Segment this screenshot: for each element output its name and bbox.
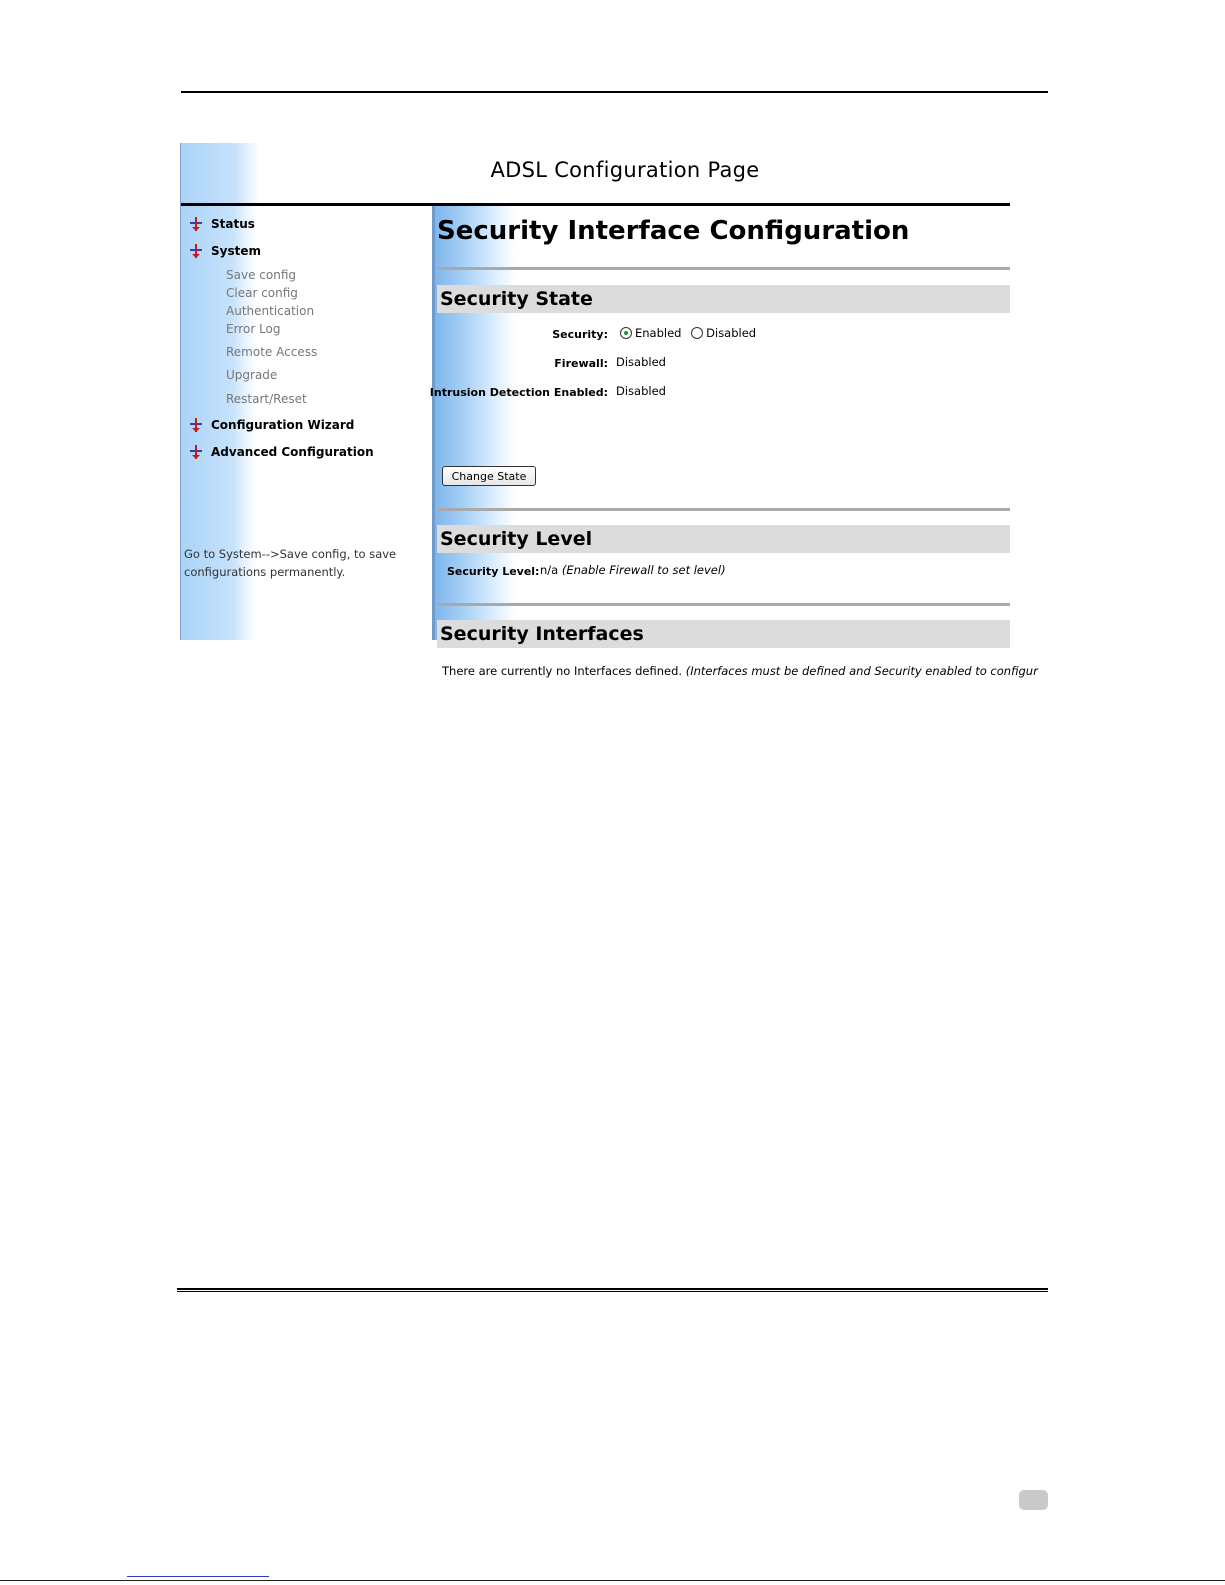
sidebar-subitem-save-config[interactable]: Save config	[226, 268, 296, 282]
main-content	[429, 206, 1038, 678]
footer-link-underline	[127, 1576, 269, 1577]
sidebar-item-configuration-wizard[interactable]	[190, 418, 354, 432]
section-heading-text: Security State	[440, 288, 593, 310]
banner-title: ADSL Configuration Page	[490, 158, 760, 182]
security-disabled-label: Disabled	[706, 326, 757, 340]
page-top-rule	[181, 91, 1048, 93]
section-divider	[437, 267, 1010, 270]
screenshot-border	[180, 143, 181, 640]
arrow-down-icon	[190, 418, 202, 432]
section-divider	[437, 603, 1010, 606]
page-bottom-rule	[177, 1288, 1048, 1290]
sidebar-subitem-clear-config[interactable]: Clear config	[226, 286, 298, 300]
sidebar-subitem-authentication[interactable]: Authentication	[226, 304, 315, 318]
security-level-heading	[437, 525, 1010, 553]
change-state-button[interactable]: Change State	[442, 466, 536, 486]
security-level-value: n/a	[540, 563, 559, 577]
footer-rule	[0, 1580, 1225, 1581]
security-radio-group	[620, 326, 756, 340]
security-state-heading	[437, 285, 1010, 313]
sidebar-item-system[interactable]	[190, 244, 261, 258]
radio-checked-icon[interactable]	[620, 327, 632, 339]
banner	[180, 143, 1010, 203]
sidebar-item-advanced-configuration[interactable]	[190, 445, 374, 459]
interfaces-hint: (Interfaces must be defined and Security enabled to configur	[685, 664, 1038, 678]
intrusion-detection-label: Intrusion Detection Enabled:	[429, 386, 608, 399]
security-interfaces-heading	[437, 620, 1010, 648]
section-heading-text: Security Interfaces	[440, 623, 644, 645]
sidebar-item-label: Advanced Configuration	[211, 445, 374, 459]
interfaces-status-row	[442, 664, 1038, 678]
page-bottom-rule-thin	[177, 1291, 1048, 1292]
sidebar-subitem-upgrade[interactable]: Upgrade	[226, 368, 278, 382]
sidebar-item-status[interactable]	[190, 217, 255, 231]
save-config-note: Go to System-->Save config, to save configurations permanently.	[184, 547, 397, 579]
page-number-tab	[1019, 1490, 1048, 1510]
section-heading-text: Security Level	[440, 528, 593, 550]
firewall-label: Firewall:	[554, 357, 608, 370]
radio-unchecked-icon[interactable]	[691, 327, 703, 339]
sidebar-item-label: System	[211, 244, 261, 258]
sidebar-subitem-remote-access[interactable]: Remote Access	[226, 345, 318, 359]
arrow-down-icon	[190, 217, 202, 231]
security-disabled-option[interactable]	[691, 326, 756, 340]
security-level-hint: (Enable Firewall to set level)	[561, 563, 726, 577]
sidebar	[180, 206, 432, 640]
arrow-down-icon	[190, 445, 202, 459]
sidebar-item-label: Configuration Wizard	[211, 418, 355, 432]
interfaces-status-text: There are currently no Interfaces defined.	[442, 664, 683, 678]
intrusion-detection-value: Disabled	[616, 384, 666, 398]
sidebar-subitem-restart-reset[interactable]: Restart/Reset	[226, 392, 307, 406]
arrow-down-icon	[190, 244, 202, 258]
router-config-screenshot	[180, 143, 1038, 678]
section-divider	[437, 508, 1010, 511]
sidebar-item-label: Status	[211, 217, 255, 231]
security-level-value-row	[540, 563, 726, 577]
sidebar-subitem-error-log[interactable]: Error Log	[226, 322, 281, 336]
security-enabled-option[interactable]	[620, 326, 685, 340]
security-level-label: Security Level:	[447, 565, 540, 578]
security-label: Security:	[552, 328, 608, 341]
security-enabled-label: Enabled	[635, 326, 682, 340]
page-title: Security Interface Configuration	[437, 216, 910, 246]
firewall-value: Disabled	[616, 355, 666, 369]
